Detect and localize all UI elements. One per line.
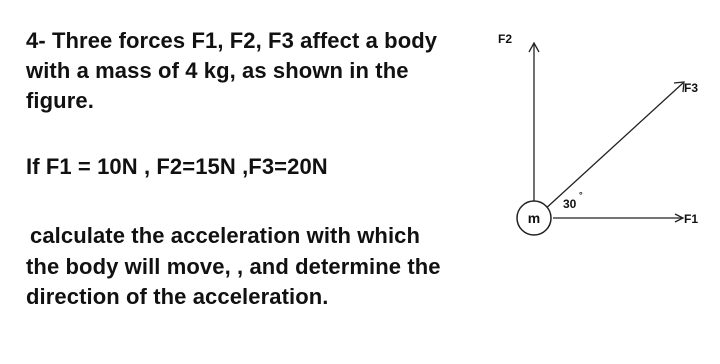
question-line-1: calculate the acceleration with which [30, 223, 421, 248]
force-f3-arrow [543, 82, 684, 211]
problem-line-1: 4- Three forces F1, F2, F3 affect a body [26, 28, 438, 53]
f2-label: F2 [498, 32, 513, 46]
f1-label: F1 [684, 212, 699, 226]
f3-label: F3 [684, 81, 699, 95]
problem-line-3: figure. [26, 88, 94, 113]
question-line-3: direction of the acceleration. [26, 284, 329, 309]
given-values-line: If F1 = 10N , F2=15N ,F3=20N [26, 154, 328, 179]
angle-label: 30 [563, 197, 577, 211]
mass-label: m [527, 210, 541, 226]
problem-line-2: with a mass of 4 kg, as shown in the [26, 58, 409, 83]
force-f2-arrow [529, 43, 539, 201]
question-line-2: the body will move, , and determine the [26, 254, 441, 279]
force-f1-arrow [553, 214, 683, 222]
degree-mark: ° [579, 190, 583, 200]
